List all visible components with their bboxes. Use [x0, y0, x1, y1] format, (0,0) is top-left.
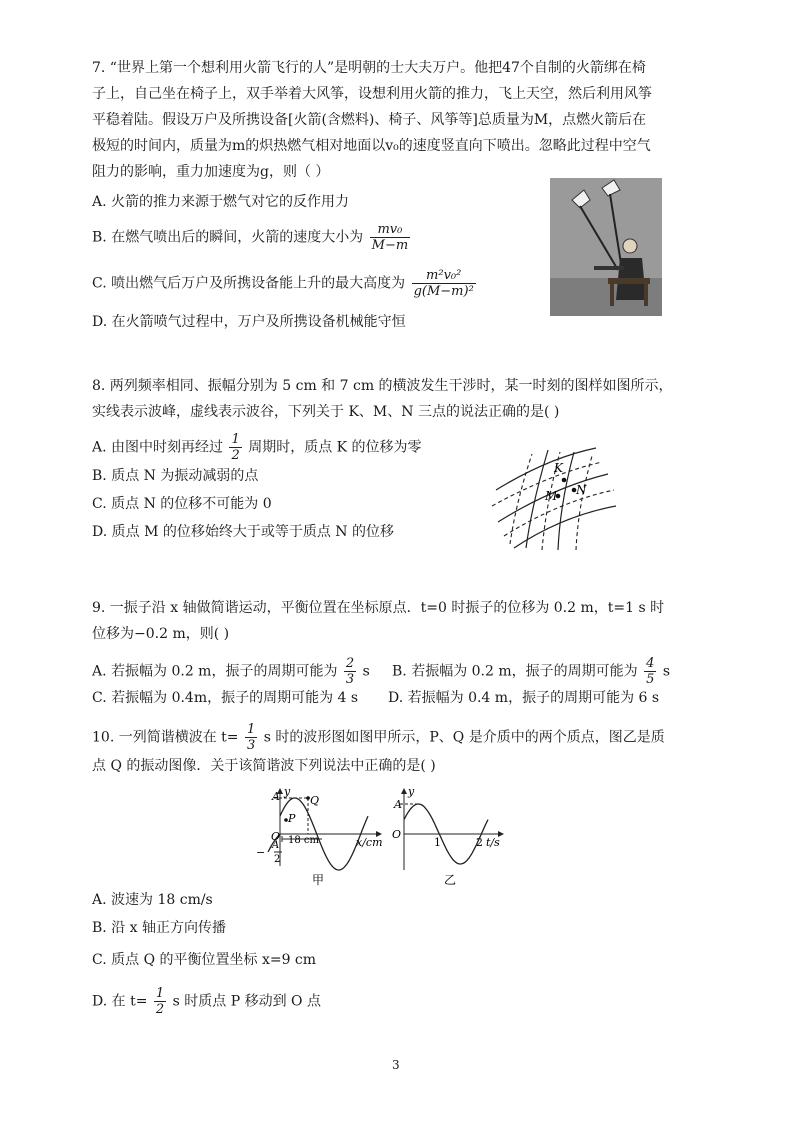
frac-num: m²v₀² — [412, 268, 476, 284]
frac-den: 3 — [345, 672, 355, 687]
q8-option-a-text: A. 由图中时刻再经过 — [92, 439, 224, 456]
q10-option-d-text: D. 在 t= — [92, 993, 148, 1010]
q7-option-b-text: B. 在燃气喷出后的瞬间，火箭的速度大小为 — [92, 229, 364, 246]
q8-stem-line-2: 实线表示波峰，虚线表示波谷，下列关于 K、M、N 三点的说法正确的是( ) — [92, 404, 560, 420]
q8-option-a-fraction — [229, 432, 241, 463]
q8-option-a-tail: 周期时，质点 K 的位移为零 — [248, 439, 422, 456]
frac-den: 2 — [155, 1002, 165, 1017]
label-origin: O — [271, 830, 281, 843]
q9-option-c: C. 若振幅为 0.4m，振子的周期可能为 4 s — [92, 690, 359, 706]
vibration-graph-yi — [388, 786, 508, 890]
frac-num: 2 — [345, 656, 355, 671]
point-k — [562, 478, 567, 483]
interference-diagram — [488, 444, 620, 554]
q10-stem-text: 10. 一列简谐横波在 t= — [92, 729, 239, 746]
label-y-axis: y — [284, 786, 291, 798]
frac-num: mv₀ — [370, 222, 411, 238]
caption-yi: 乙 — [444, 873, 457, 887]
label-k: K — [554, 461, 563, 475]
q10-option-d — [92, 986, 321, 1017]
q9-option-d: D. 若振幅为 0.4 m，振子的周期可能为 6 s — [388, 690, 660, 706]
q9-option-a — [92, 656, 370, 687]
label-origin: O — [392, 828, 402, 841]
frac-num: 1 — [246, 722, 256, 737]
q8-stem-line-1: 8. 两列频率相同、振幅分别为 5 cm 和 7 cm 的横波发生干涉时，某一时刻的图样如图所示， — [92, 378, 673, 394]
label-y-axis: y — [408, 786, 415, 798]
q8-option-c: C. 质点 N 的位移不可能为 0 — [92, 496, 272, 512]
page-number: 3 — [392, 1058, 400, 1072]
q10-stem-fraction — [245, 722, 257, 753]
q9-option-a-text: A. 若振幅为 0.2 m，振子的周期可能为 — [92, 663, 338, 680]
frac-den: 3 — [246, 738, 256, 753]
q7-stem-line-5: 阻力的影响，重力加速度为g，则（ ） — [92, 164, 330, 180]
wanhu-photo — [550, 178, 662, 316]
label-distance: 18 cm — [288, 835, 319, 846]
q7-option-b — [92, 222, 412, 253]
wave-graph-jia — [252, 786, 387, 890]
q10-option-d-fraction — [154, 986, 166, 1017]
label-q: Q — [310, 794, 320, 807]
q7-stem-line-1: 7. “世界上第一个想利用火箭飞行的人”是明朝的士大夫万户。他把47个自制的火箭绑在椅 — [92, 60, 646, 76]
q9-option-a-unit: s — [362, 663, 370, 680]
q9-option-b-text: B. 若振幅为 0.2 m，振子的周期可能为 — [392, 663, 638, 680]
q10-option-b: B. 沿 x 轴正方向传播 — [92, 920, 226, 936]
q10-option-d-tail: s 时质点 P 移动到 O 点 — [172, 993, 321, 1010]
q10-stem-line-2: 点 Q 的振动图像．关于该简谐波下列说法中正确的是( ) — [92, 758, 436, 774]
q8-option-d: D. 质点 M 的位移始终大于或等于质点 N 的位移 — [92, 524, 395, 540]
label-p: P — [288, 812, 296, 825]
frac-num: 1 — [155, 986, 165, 1001]
q10-stem-tail: s 时的波形图如图甲所示，P、Q 是介质中的两个质点，图乙是质 — [263, 729, 665, 746]
q7-stem-line-4: 极短的时间内，质量为m的炽热燃气相对地面以v₀的速度竖直向下喷出。忽略此过程中空气 — [92, 138, 651, 154]
q9-option-b — [392, 656, 670, 687]
q9-option-b-fraction — [644, 656, 656, 687]
tick-label-2: 2 — [476, 836, 483, 849]
q7-stem-line-3: 平稳着陆。假设万户及所携设备[火箭(含燃料)、椅子、风筝等]总质量为M，点燃火箭后在 — [92, 112, 647, 128]
q7-option-a: A. 火箭的推力来源于燃气对它的反作用力 — [92, 194, 350, 210]
q8-option-b: B. 质点 N 为振动减弱的点 — [92, 468, 259, 484]
frac-num: 4 — [646, 656, 655, 671]
tick-label-1: 1 — [434, 836, 441, 849]
frac-den: 5 — [646, 672, 655, 687]
label-t-axis: t/s — [486, 836, 500, 849]
q8-option-a — [92, 432, 422, 463]
q10-option-a: A. 波速为 18 cm/s — [92, 892, 213, 908]
q7-option-c-text: C. 喷出燃气后万户及所携设备能上升的最大高度为 — [92, 275, 406, 292]
caption-jia: 甲 — [312, 873, 325, 887]
q9-option-a-fraction — [344, 656, 356, 687]
label-neg-a-num: A — [272, 840, 280, 851]
label-amplitude: A — [394, 798, 402, 811]
q7-option-d: D. 在火箭喷气过程中，万户及所携设备机械能守恒 — [92, 314, 406, 330]
q7-stem-line-2: 子上，自己坐在椅子上，双手举着大风筝，设想利用火箭的推力，飞上天空，然后利用风筝 — [92, 86, 652, 102]
wanhu-illustration — [550, 178, 662, 316]
label-n: N — [576, 483, 587, 497]
q9-option-b-unit: s — [662, 663, 671, 680]
label-neg-a-den: 2 — [274, 854, 281, 865]
label-neg-sign: − — [256, 846, 266, 859]
q9-stem-line-1: 9. 一振子沿 x 轴做简谐运动，平衡位置在坐标原点．t=0 时振子的位移为 0.2 m，t=1 s 时 — [92, 600, 665, 616]
label-amplitude: A — [272, 790, 280, 803]
q7-option-c — [92, 268, 478, 299]
frac-den: 2 — [231, 448, 240, 463]
q7-option-b-fraction — [370, 222, 411, 253]
q9-stem-line-2: 位移为−0.2 m，则( ) — [92, 626, 230, 642]
q7-option-c-fraction — [412, 268, 476, 299]
q10-option-c: C. 质点 Q 的平衡位置坐标 x=9 cm — [92, 952, 317, 968]
trough-line-5 — [576, 456, 592, 550]
frac-num: 1 — [231, 432, 240, 447]
label-m: M — [545, 489, 558, 503]
label-x-axis: x/cm — [356, 836, 383, 849]
q10-stem-line-1 — [92, 722, 665, 753]
frac-den: g(M−m)² — [413, 284, 474, 299]
frac-den: M−m — [371, 238, 409, 253]
